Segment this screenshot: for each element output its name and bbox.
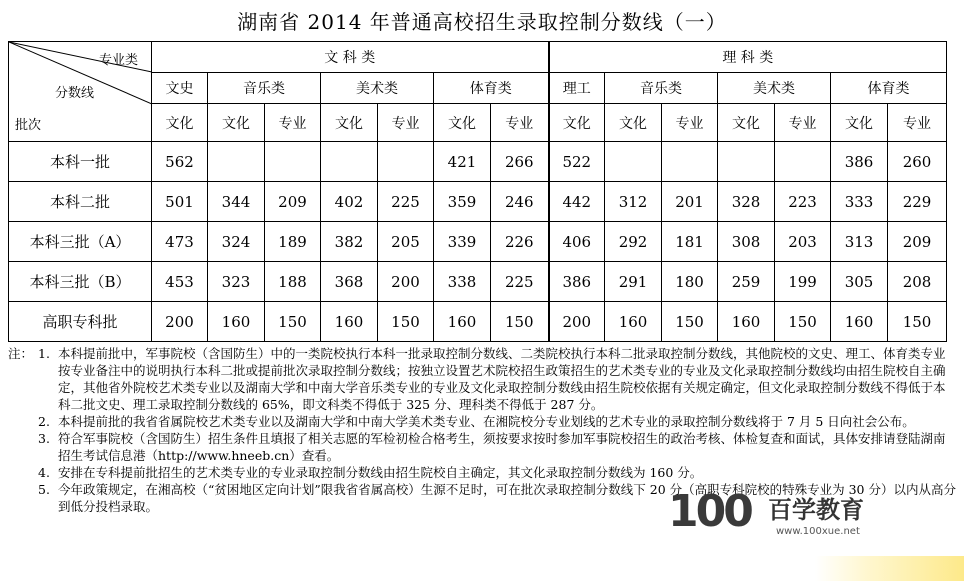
batch-label: 本科二批 xyxy=(9,182,152,222)
score-cell: 209 xyxy=(265,182,321,222)
batch-label: 高职专科批 xyxy=(9,302,152,342)
score-cell: 223 xyxy=(775,182,831,222)
score-cell: 200 xyxy=(549,302,605,342)
score-cell: 203 xyxy=(775,222,831,262)
table-corner-header xyxy=(9,42,152,142)
subheader-cell: 文化 xyxy=(605,104,662,142)
score-cell: 160 xyxy=(605,302,662,342)
table-row xyxy=(9,262,947,302)
score-cell: 260 xyxy=(888,142,947,182)
subheader-cell: 专业 xyxy=(491,104,549,142)
note-item xyxy=(8,430,956,464)
table-row xyxy=(9,302,947,342)
subheader-cell: 文化 xyxy=(831,104,888,142)
score-cell xyxy=(208,142,265,182)
score-cell: 501 xyxy=(152,182,208,222)
score-cell: 406 xyxy=(549,222,605,262)
note-number: 2. xyxy=(38,414,50,429)
score-cell: 338 xyxy=(434,262,491,302)
score-cell: 200 xyxy=(378,262,434,302)
note-number: 5. xyxy=(38,482,50,497)
subheader-cell: 专业 xyxy=(662,104,718,142)
score-cell: 160 xyxy=(321,302,378,342)
watermark-number: 100 xyxy=(668,486,751,537)
batch-label: 本科一批 xyxy=(9,142,152,182)
score-cell: 226 xyxy=(491,222,549,262)
note-number: 3. xyxy=(38,431,50,446)
score-cell: 402 xyxy=(321,182,378,222)
score-cell: 150 xyxy=(888,302,947,342)
score-cell: 308 xyxy=(718,222,775,262)
score-cell: 292 xyxy=(605,222,662,262)
score-cell xyxy=(265,142,321,182)
score-cell xyxy=(718,142,775,182)
batch-label: 本科三批（B） xyxy=(9,262,152,302)
category-header: 文史 xyxy=(152,73,208,104)
score-cell: 421 xyxy=(434,142,491,182)
score-cell: 259 xyxy=(718,262,775,302)
subheader-cell: 专业 xyxy=(888,104,947,142)
score-cell xyxy=(662,142,718,182)
score-cell: 386 xyxy=(549,262,605,302)
category-header: 美术类 xyxy=(321,73,434,104)
score-cell: 201 xyxy=(662,182,718,222)
table-row xyxy=(9,142,947,182)
category-header: 音乐类 xyxy=(208,73,321,104)
score-cell: 382 xyxy=(321,222,378,262)
corner-label-batch: 批次 xyxy=(15,118,42,133)
score-cell: 160 xyxy=(831,302,888,342)
score-cell: 160 xyxy=(434,302,491,342)
note-text: 符合军事院校（含国防生）招生条件且填报了相关志愿的军检初检合格考生，须按要求按时参加军事院校招生的政治考核、体检复查和面试，具体安排请登陆湖南招生考试信息港（http://www.hneeb.cn）查看。 xyxy=(58,431,946,463)
score-cell xyxy=(378,142,434,182)
score-table xyxy=(8,41,947,342)
decorative-gradient-bar xyxy=(815,556,964,581)
score-cell: 225 xyxy=(491,262,549,302)
subheader-cell: 文化 xyxy=(321,104,378,142)
note-item xyxy=(8,464,956,481)
subheader-cell: 文化 xyxy=(549,104,605,142)
score-cell: 328 xyxy=(718,182,775,222)
subheader-cell: 文化 xyxy=(208,104,265,142)
score-cell: 522 xyxy=(549,142,605,182)
category-header: 理工 xyxy=(549,73,605,104)
score-cell: 291 xyxy=(605,262,662,302)
score-cell: 205 xyxy=(378,222,434,262)
score-cell: 323 xyxy=(208,262,265,302)
score-cell: 359 xyxy=(434,182,491,222)
corner-label-score: 分数线 xyxy=(55,86,95,101)
score-cell: 150 xyxy=(775,302,831,342)
group-header-like: 理 科 类 xyxy=(549,42,947,73)
score-cell: 339 xyxy=(434,222,491,262)
score-cell: 312 xyxy=(605,182,662,222)
score-cell: 225 xyxy=(378,182,434,222)
subheader-cell: 专业 xyxy=(775,104,831,142)
category-header: 音乐类 xyxy=(605,73,718,104)
score-cell xyxy=(775,142,831,182)
note-item xyxy=(8,345,956,413)
score-cell: 442 xyxy=(549,182,605,222)
score-cell: 344 xyxy=(208,182,265,222)
score-cell: 150 xyxy=(662,302,718,342)
score-cell: 313 xyxy=(831,222,888,262)
score-cell: 180 xyxy=(662,262,718,302)
subheader-cell: 专业 xyxy=(378,104,434,142)
score-cell: 562 xyxy=(152,142,208,182)
score-cell: 160 xyxy=(208,302,265,342)
table-body xyxy=(9,142,947,342)
score-cell: 200 xyxy=(152,302,208,342)
subheader-cell: 文化 xyxy=(718,104,775,142)
score-cell: 199 xyxy=(775,262,831,302)
note-text: 安排在专科提前批招生的艺术类专业的专业录取控制分数线由招生院校自主确定，其文化录取控制分数线为 160 分。 xyxy=(58,465,703,480)
score-cell: 266 xyxy=(491,142,549,182)
note-number: 4. xyxy=(38,465,50,480)
score-cell: 305 xyxy=(831,262,888,302)
subheader-cell: 文化 xyxy=(434,104,491,142)
watermark-logo xyxy=(668,486,868,544)
score-cell: 386 xyxy=(831,142,888,182)
score-cell: 189 xyxy=(265,222,321,262)
score-cell: 246 xyxy=(491,182,549,222)
group-header-wenke: 文 科 类 xyxy=(152,42,549,73)
score-cell: 453 xyxy=(152,262,208,302)
score-cell: 150 xyxy=(265,302,321,342)
score-cell: 160 xyxy=(718,302,775,342)
notes-label: 注： xyxy=(8,346,34,361)
score-cell: 333 xyxy=(831,182,888,222)
subheader-cell: 专业 xyxy=(265,104,321,142)
batch-label: 本科三批（A） xyxy=(9,222,152,262)
score-cell: 208 xyxy=(888,262,947,302)
note-number: 1. xyxy=(38,346,50,361)
score-cell: 150 xyxy=(378,302,434,342)
note-text: 本科提前批中，军事院校（含国防生）中的一类院校执行本科一批录取控制分数线、二类院校执行本科二批录取控制分数线，其他院校的文史、理工、体育类专业按专业备注中的说明执行本科二批或提前批次录取控制分数线；按独立设置艺术院校招生政策招生的艺术类专业的专业及文化录取控制分数线均由招生院校自主确定，其他省外院校艺术类专业以及湖南大学和中南大学音乐类专业的专业及文化录取控制分数线由招生院校依据有关规定确定，但文化录取控制分数线不得低于本科二批文史、理工录取控制分数线的 65%，即文科类不得低于 325 分、理科类不得低于 287 分。 xyxy=(58,346,946,412)
subheader-cell: 文化 xyxy=(152,104,208,142)
score-cell: 368 xyxy=(321,262,378,302)
score-cell: 229 xyxy=(888,182,947,222)
score-cell xyxy=(321,142,378,182)
note-text: 本科提前批的我省省属院校艺术类专业以及湖南大学和中南大学美术类专业、在湘院校分专业划线的艺术专业的录取控制分数线将于 7 月 5 日向社会公布。 xyxy=(58,414,915,429)
score-cell: 188 xyxy=(265,262,321,302)
table-row xyxy=(9,222,947,262)
score-cell: 209 xyxy=(888,222,947,262)
watermark-url: www.100xue.net xyxy=(776,526,860,537)
score-cell: 181 xyxy=(662,222,718,262)
score-cell: 473 xyxy=(152,222,208,262)
score-cell: 324 xyxy=(208,222,265,262)
score-cell: 150 xyxy=(491,302,549,342)
watermark-brand: 百学教育 xyxy=(768,495,864,524)
page-title: 湖南省 2014 年普通高校招生录取控制分数线（一） xyxy=(237,10,727,34)
category-header: 美术类 xyxy=(718,73,831,104)
category-header: 体育类 xyxy=(434,73,549,104)
category-header: 体育类 xyxy=(831,73,947,104)
corner-label-major: 专业类 xyxy=(99,53,139,68)
note-text: 今年政策规定，在湘高校（“贫困地区定向计划”限我省省属高校）生源不足时，可在批次录取控制分数线下 20 分（高职专科院校的特殊专业为 30 分）以内从高分到低分投档录取。 xyxy=(58,482,956,514)
table-row xyxy=(9,182,947,222)
note-item xyxy=(8,413,956,430)
score-cell xyxy=(605,142,662,182)
